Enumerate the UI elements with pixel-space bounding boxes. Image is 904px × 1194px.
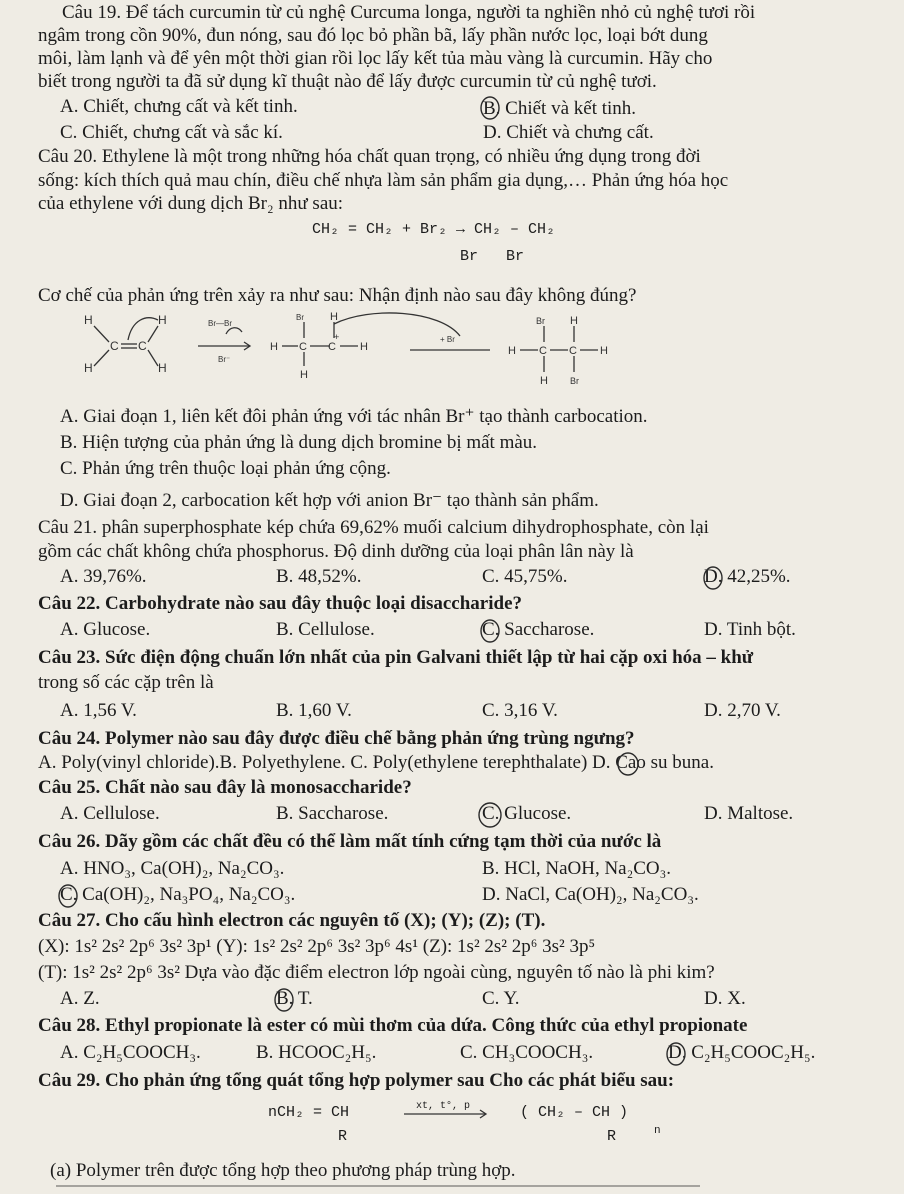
- mech-arrow-1-top-label: Br—Br: [208, 319, 232, 328]
- q26-option-c: C. Ca(OH)₂, Na₃PO₄, Na₂CO₃.: [60, 884, 296, 905]
- q20-text-1: Câu 20. Ethylene là một trong những hóa chất quan trọng, có nhiều ứng dụng trong đời: [38, 146, 701, 167]
- q24-options: A. Poly(vinyl chloride).B. Polyethylene. C. Poly(ethylene terephthalate) D. Cao su buna.: [38, 752, 714, 773]
- mech-product-c-1: C: [539, 345, 547, 357]
- mech-product-h-bottom: H: [540, 375, 548, 387]
- q26-text: Câu 26. Dãy gồm các chất đều có thể làm mất tính cứng tạm thời của nước là: [38, 831, 662, 852]
- q23-option-b: B. 1,60 V.: [276, 700, 352, 721]
- mech-ethylene-h-4: H: [158, 361, 167, 375]
- mech-ethylene-h-3: H: [158, 313, 167, 327]
- q19-option-b: B. Chiết và kết tinh.: [483, 98, 637, 119]
- q20-equation-br-1: Br: [460, 248, 479, 265]
- q19-option-a: A. Chiết, chưng cất và kết tinh.: [60, 96, 298, 117]
- q21-text-1: Câu 21. phân superphosphate kép chứa 69,62% muối calcium dihydrophosphate, còn lại: [38, 517, 709, 538]
- q20-option-b: B. Hiện tượng của phản ứng là dung dịch bromine bị mất màu.: [60, 432, 538, 453]
- q27-text: Câu 27. Cho cấu hình electron các nguyên tố (X); (Y); (Z); (T).: [38, 910, 546, 931]
- q29-polymer: ( CH₂ – CH ): [520, 1104, 629, 1121]
- q24-text: Câu 24. Polymer nào sau đây được điều chế bằng phản ứng trùng ngưng?: [38, 728, 635, 749]
- q23-option-a: A. 1,56 V.: [60, 700, 137, 721]
- q27-option-a: A. Z.: [60, 988, 100, 1009]
- q22-option-c: C. Saccharose.: [482, 619, 595, 640]
- q27-option-d: D. X.: [704, 988, 746, 1009]
- mech-carbocation-h-top: H: [330, 311, 338, 323]
- q29-text: Câu 29. Cho phản ứng tổng quát tổng hợp polymer sau Cho các phát biểu sau:: [38, 1070, 675, 1091]
- q26-option-b: B. HCl, NaOH, Na₂CO₃.: [482, 858, 671, 879]
- q27-t-line: (T): 1s² 2s² 2p⁶ 3s² Dựa vào đặc điểm electron lớp ngoài cùng, nguyên tố nào là phi kim?: [38, 962, 715, 983]
- q20-equation: CH₂ = CH₂ + Br₂ → CH₂ – CH₂: [312, 221, 556, 238]
- mech-ethylene-c-2: C: [138, 339, 147, 353]
- reaction-mechanism-diagram: [80, 310, 640, 400]
- q29-polymer-n: n: [654, 1125, 661, 1137]
- q21-option-b: B. 48,52%.: [276, 566, 362, 587]
- q22-option-a: A. Glucose.: [60, 619, 151, 640]
- q19-text-3: môi, làm lạnh và để yên một thời gian rồi lọc lấy kết tủa màu vàng là curcumin. Hãy cho: [38, 48, 713, 69]
- q21-text-2: gồm các chất không chứa phosphorus. Độ dinh dưỡng của loại phân lân này là: [38, 541, 634, 562]
- q25-text: Câu 25. Chất nào sau đây là monosaccharide?: [38, 777, 412, 798]
- mech-carbocation-br: Br: [296, 313, 304, 322]
- q26-option-d: D. NaCl, Ca(OH)₂, Na₂CO₃.: [482, 884, 699, 905]
- q19-text-1: Câu 19. Để tách curcumin từ củ nghệ Curcuma longa, người ta nghiền nhỏ củ nghệ tươi rồi: [62, 2, 756, 23]
- q19-text-4: biết trong người ta đã sử dụng kĩ thuật nào để lấy được curcumin từ củ nghệ tươi.: [38, 71, 657, 92]
- q28-option-d: D. C₂H₅COOC₂H₅.: [668, 1042, 816, 1063]
- q29-arrow-label: xt, t°, p: [416, 1101, 471, 1112]
- mech-product-h-right: H: [600, 345, 608, 357]
- q19-option-d: D. Chiết và chưng cất.: [483, 122, 654, 143]
- q29-polymer-r: R: [607, 1128, 617, 1145]
- q20-mechanism-intro: Cơ chế của phản ứng trên xảy ra như sau: Nhận định nào sau đây không đúng?: [38, 285, 637, 306]
- q28-option-a: A. C₂H₅COOCH₃.: [60, 1042, 201, 1063]
- q29-monomer: nCH₂ = CH: [268, 1104, 350, 1121]
- mech-arrow-1-bottom-label: Br⁻: [218, 355, 231, 364]
- q21-option-d: D. 42,25%.: [704, 566, 791, 587]
- q26-option-a: A. HNO₃, Ca(OH)₂, Na₂CO₃.: [60, 858, 285, 879]
- mech-product-c-2: C: [569, 345, 577, 357]
- mech-carbocation-c-2: C: [328, 341, 336, 353]
- q28-option-c: C. CH₃COOCH₃.: [460, 1042, 594, 1063]
- q29-monomer-r: R: [338, 1128, 348, 1145]
- mech-product-br-top: Br: [536, 316, 545, 326]
- q22-option-b: B. Cellulose.: [276, 619, 375, 640]
- mech-product-h-left: H: [508, 345, 516, 357]
- q25-option-d: D. Maltose.: [704, 803, 794, 824]
- mech-arrow-2-label: + Br: [440, 335, 455, 344]
- mech-ethylene-c-1: C: [110, 339, 119, 353]
- q20-option-a: A. Giai đoạn 1, liên kết đôi phản ứng với tác nhân Br⁺ tạo thành carbocation.: [60, 406, 648, 427]
- mech-carbocation-h-bottom: H: [300, 369, 308, 381]
- mech-product-h-top: H: [570, 315, 578, 327]
- mech-carbocation-c-1: C: [299, 341, 307, 353]
- q21-option-c: C. 45,75%.: [482, 566, 568, 587]
- q23-text-2: trong số các cặp trên là: [38, 672, 214, 693]
- q23-option-d: D. 2,70 V.: [704, 700, 781, 721]
- mech-carbocation-h-left: H: [270, 341, 278, 353]
- q27-option-b: B. T.: [276, 988, 313, 1009]
- q25-option-c: C. Glucose.: [482, 803, 572, 824]
- q20-equation-br-2: Br: [506, 248, 525, 265]
- mech-carbocation-plus: +: [334, 332, 340, 342]
- q22-text: Câu 22. Carbohydrate nào sau đây thuộc loại disaccharide?: [38, 593, 523, 614]
- q19-text-2: ngâm trong cồn 90%, đun nóng, sau đó lọc bỏ phần bã, lấy phần nước lọc, loại bớt dung: [38, 25, 708, 46]
- q20-text-3: của ethylene với dung dịch Br₂ như sau:: [38, 193, 344, 214]
- q22-option-d: D. Tinh bột.: [704, 619, 796, 640]
- mech-ethylene-h-2: H: [84, 361, 93, 375]
- q25-option-b: B. Saccharose.: [276, 803, 389, 824]
- q25-option-a: A. Cellulose.: [60, 803, 160, 824]
- q19-option-c: C. Chiết, chưng cất và sắc kí.: [60, 122, 283, 143]
- q23-option-c: C. 3,16 V.: [482, 700, 558, 721]
- mech-product-br-bottom: Br: [570, 376, 579, 386]
- q20-text-2: sống: kích thích quả mau chín, điều chế nhựa làm sản phẩm gia dụng,… Phản ứng hóa học: [38, 170, 729, 191]
- mech-ethylene-h-1: H: [84, 313, 93, 327]
- q23-text-1: Câu 23. Sức điện động chuẩn lớn nhất của pin Galvani thiết lập từ hai cặp oxi hóa – khử: [38, 647, 754, 668]
- q21-option-a: A. 39,76%.: [60, 566, 147, 587]
- q29-statement-a: (a) Polymer trên được tổng hợp theo phương pháp trùng hợp.: [50, 1160, 516, 1181]
- q28-text: Câu 28. Ethyl propionate là ester có mùi thơm của dứa. Công thức của ethyl propionate: [38, 1015, 748, 1036]
- mech-carbocation-h-right: H: [360, 341, 368, 353]
- q27-option-c: C. Y.: [482, 988, 520, 1009]
- q28-option-b: B. HCOOC₂H₅.: [256, 1042, 377, 1063]
- q29-reaction-arrow: [402, 1108, 492, 1120]
- q20-option-d: D. Giai đoạn 2, carbocation kết hợp với anion Br⁻ tạo thành sản phẩm.: [60, 490, 599, 511]
- q20-option-c: C. Phản ứng trên thuộc loại phản ứng cộng.: [60, 458, 391, 479]
- q27-configs: (X): 1s² 2s² 2p⁶ 3s² 3p¹ (Y): 1s² 2s² 2p⁶ 3s² 3p⁶ 4s¹ (Z): 1s² 2s² 2p⁶ 3s² 3p⁵: [38, 936, 596, 957]
